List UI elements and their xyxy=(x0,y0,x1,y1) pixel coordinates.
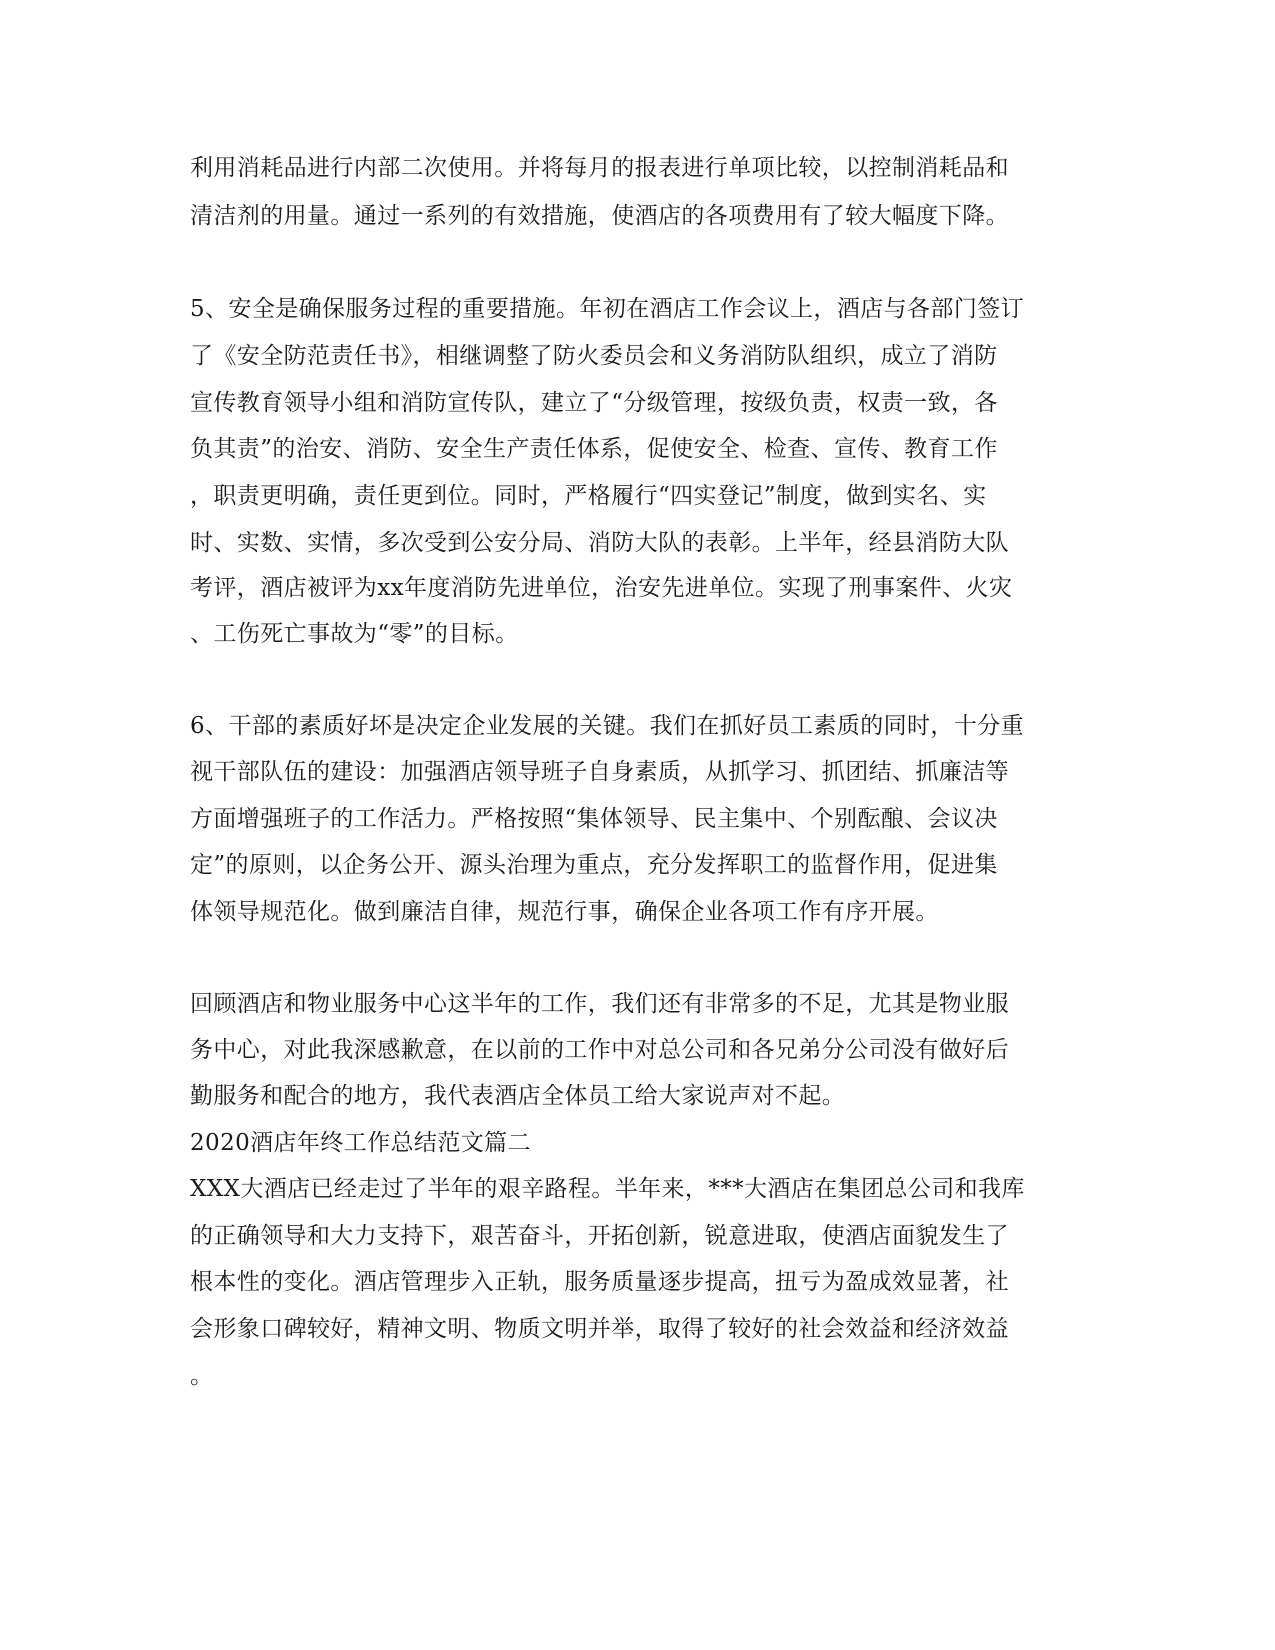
text-line: 定”的原则，以企务公开、源头治理为重点，充分发挥职工的监督作用，促进集 xyxy=(190,852,998,878)
text-line: 根本性的变化。酒店管理步入正轨，服务质量逐步提高，扭亏为盈成效显著，社 xyxy=(190,1269,1009,1295)
text-line: 清洁剂的用量。通过一系列的有效措施，使酒店的各项费用有了较大幅度下降。 xyxy=(190,203,1009,229)
text-line: ，职责更明确，责任更到位。同时，严格履行“四实登记”制度，做到实名、实 xyxy=(190,483,987,509)
text-line: 考评，酒店被评为xx年度消防先进单位，治安先进单位。实现了刑事案件、火灾 xyxy=(190,575,1013,601)
text-line: 勤服务和配合的地方，我代表酒店全体员工给大家说声对不起。 xyxy=(190,1083,846,1109)
text-line: 了《安全防范责任书》，相继调整了防火委员会和义务消防队组织，成立了消防 xyxy=(190,343,998,369)
text-line: 。 xyxy=(190,1363,214,1389)
text-line: 的正确领导和大力支持下，艰苦奋斗，开拓创新，锐意进取，使酒店面貌发生了 xyxy=(190,1223,1009,1249)
text-line: XXX大酒店已经走过了半年的艰辛路程。半年来，***大酒店在集团总公司和我库 xyxy=(190,1176,1025,1202)
text-line: 、工伤死亡事故为“零”的目标。 xyxy=(190,621,519,647)
section-heading: 2020酒店年终工作总结范文篇二 xyxy=(190,1130,531,1156)
text-line: 会形象口碑较好，精神文明、物质文明并举，取得了较好的社会效益和经济效益 xyxy=(190,1316,1009,1342)
text-line: 体领导规范化。做到廉洁自律，规范行事，确保企业各项工作有序开展。 xyxy=(190,899,939,925)
text-line: 负其责”的治安、消防、安全生产责任体系，促使安全、检查、宣传、教育工作 xyxy=(190,436,998,462)
text-line: 视干部队伍的建设：加强酒店领导班子自身素质，从抓学习、抓团结、抓廉洁等 xyxy=(190,759,1009,785)
text-line: 利用消耗品进行内部二次使用。并将每月的报表进行单项比较，以控制消耗品和 xyxy=(190,155,1009,181)
text-line: 宣传教育领导小组和消防宣传队，建立了“分级管理，按级负责，权责一致，各 xyxy=(190,390,998,416)
text-line: 方面增强班子的工作活力。严格按照“集体领导、民主集中、个别酝酿、会议决 xyxy=(190,806,998,832)
text-line: 时、实数、实情，多次受到公安分局、消防大队的表彰。上半年，经县消防大队 xyxy=(190,530,1009,556)
text-line: 5、安全是确保服务过程的重要措施。年初在酒店工作会议上，酒店与各部门签订 xyxy=(190,296,1025,322)
text-line: 回顾酒店和物业服务中心这半年的工作，我们还有非常多的不足，尤其是物业服 xyxy=(190,991,1009,1017)
text-line: 6、干部的素质好坏是决定企业发展的关键。我们在抓好员工素质的同时，十分重 xyxy=(190,713,1025,739)
text-line: 务中心，对此我深感歉意，在以前的工作中对总公司和各兄弟分公司没有做好后 xyxy=(190,1037,1009,1063)
